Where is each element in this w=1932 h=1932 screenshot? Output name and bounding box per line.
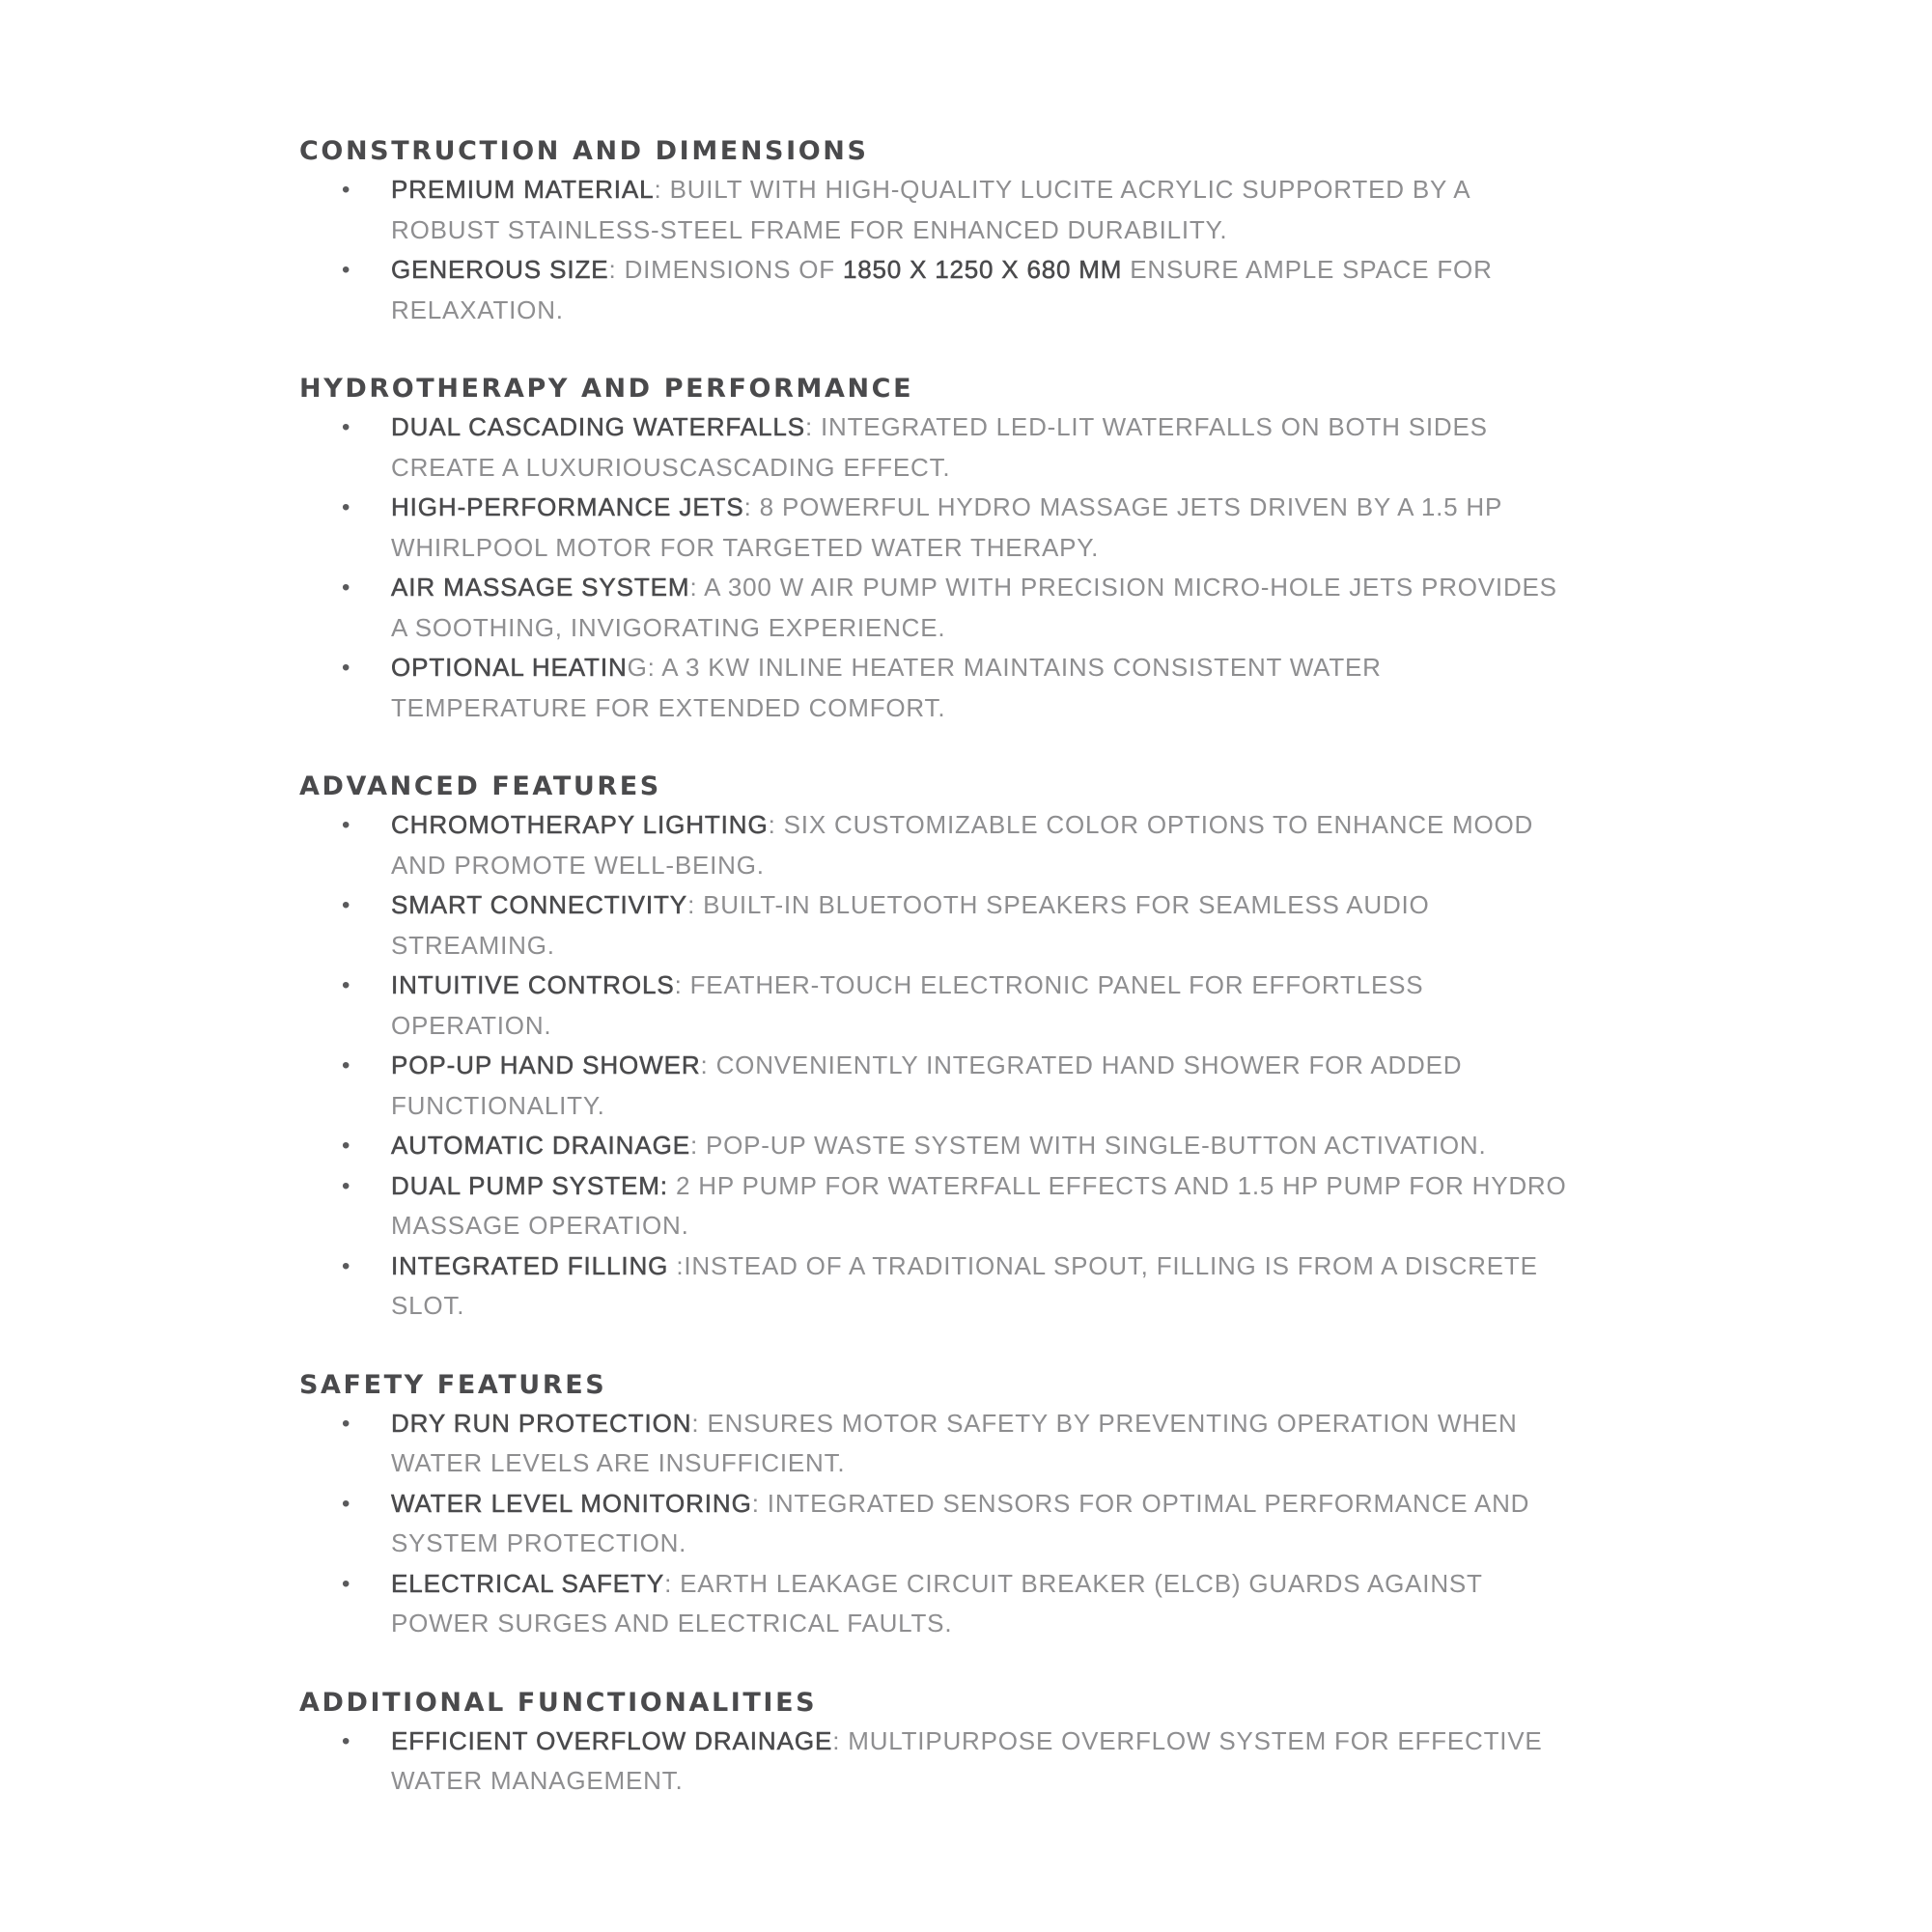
list-item [299, 966, 1574, 1046]
feature-description: EARTH LEAKAGE CIRCUIT BREAKER (ELCB) GUARDS AGAINST POWER SURGES AND ELECTRICAL FAULTS. [391, 1568, 1483, 1638]
feature-separator: : [668, 1250, 685, 1280]
list-item [299, 805, 1574, 885]
list-item [299, 1722, 1574, 1802]
feature-description: 2 HP PUMP FOR WATERFALL EFFECTS AND 1.5 HP PUMP FOR HYDRO MASSAGE OPERATION. [391, 1170, 1567, 1240]
feature-separator: G: [627, 653, 662, 682]
feature-description: ENSURE AMPLE SPACE FOR RELAXATION. [391, 255, 1493, 324]
dimensions-value: 1850 X 1250 X 680 MM [843, 255, 1123, 284]
bullet-icon: • [342, 1570, 351, 1597]
feature-separator: : [687, 890, 704, 919]
feature-separator: : [768, 810, 784, 839]
list-item [299, 1126, 1574, 1166]
feature-description: 8 POWERFUL HYDRO MASSAGE JETS DRIVEN BY A 1.5 HP WHIRLPOOL MOTOR FOR TARGETED WATER THERAPY. [391, 492, 1502, 562]
feature-list [299, 170, 1574, 330]
feature-label: PREMIUM MATERIAL [391, 175, 655, 204]
feature-label: POP-UP HAND SHOWER [391, 1050, 701, 1079]
section-title: CONSTRUCTION AND DIMENSIONS [299, 136, 869, 166]
list-item [299, 1564, 1574, 1644]
section-additional-functionalities [299, 1685, 1574, 1802]
feature-label: SMART CONNECTIVITY [391, 890, 688, 919]
feature-description: ENSURES MOTOR SAFETY BY PREVENTING OPERATION WHEN WATER LEVELS ARE INSUFFICIENT. [391, 1408, 1518, 1477]
feature-description: CONVENIENTLY INTEGRATED HAND SHOWER FOR ADDED FUNCTIONALITY. [391, 1050, 1463, 1120]
feature-label: HIGH-PERFORMANCE JETS [391, 492, 744, 521]
feature-label: WATER LEVEL MONITORING [391, 1488, 752, 1518]
feature-separator: : [751, 1488, 768, 1518]
feature-description: FEATHER-TOUCH ELECTRONIC PANEL FOR EFFORTLESS OPERATION. [391, 970, 1424, 1040]
bullet-icon: • [342, 177, 351, 203]
list-item [299, 568, 1574, 648]
feature-description: INSTEAD OF A TRADITIONAL SPOUT, FILLING IS FROM A DISCRETE SLOT. [391, 1250, 1538, 1320]
feature-label: CHROMOTHERAPY LIGHTING [391, 810, 769, 839]
bullet-icon: • [342, 1410, 351, 1437]
feature-label: DUAL PUMP SYSTEM: [391, 1170, 668, 1200]
bullet-icon: • [342, 1727, 351, 1754]
section-title: ADVANCED FEATURES [299, 771, 661, 801]
feature-description: POP-UP WASTE SYSTEM WITH SINGLE-BUTTON ACTIVATION. [706, 1131, 1487, 1160]
section-advanced-features [299, 769, 1574, 1327]
feature-label: GENEROUS SIZE [391, 255, 609, 284]
list-item [299, 250, 1574, 330]
list-item [299, 1166, 1574, 1246]
feature-separator: : [804, 412, 822, 441]
feature-separator: : [689, 573, 705, 602]
section-hydrotherapy-and-performance [299, 371, 1574, 728]
feature-label: AIR MASSAGE SYSTEM [391, 573, 690, 602]
feature-label: INTEGRATED FILLING [391, 1250, 669, 1280]
list-item [299, 1484, 1574, 1564]
spec-document [299, 133, 1574, 1842]
feature-separator: : [832, 1725, 849, 1755]
bullet-icon: • [342, 812, 351, 838]
feature-list [299, 1404, 1574, 1644]
feature-description: INTEGRATED SENSORS FOR OPTIMAL PERFORMANCE AND SYSTEM PROTECTION. [391, 1488, 1530, 1557]
feature-separator: : [664, 1568, 681, 1598]
feature-separator: : [700, 1050, 716, 1079]
feature-description: BUILT-IN BLUETOOTH SPEAKERS FOR SEAMLESS AUDIO STREAMING. [391, 890, 1430, 960]
feature-separator: : [654, 175, 670, 204]
bullet-icon: • [342, 1133, 351, 1159]
feature-separator: : [743, 492, 760, 521]
feature-label: ELECTRICAL SAFETY [391, 1568, 665, 1598]
list-item [299, 407, 1574, 488]
feature-separator [668, 1171, 676, 1200]
feature-description: MULTIPURPOSE OVERFLOW SYSTEM FOR EFFECTIVE WATER MANAGEMENT. [391, 1725, 1543, 1795]
section-safety-features [299, 1367, 1574, 1644]
bullet-icon: • [342, 655, 351, 681]
feature-description-prefix: DIMENSIONS OF [624, 255, 844, 284]
section-title: SAFETY FEATURES [299, 1369, 607, 1400]
feature-separator: : [608, 255, 625, 284]
list-item [299, 170, 1574, 250]
feature-list [299, 805, 1574, 1327]
list-item [299, 1046, 1574, 1126]
bullet-icon: • [342, 972, 351, 998]
feature-description: A 3 KW INLINE HEATER MAINTAINS CONSISTENT WATER TEMPERATURE FOR EXTENDED COMFORT. [391, 653, 1382, 722]
feature-separator: : [674, 970, 690, 999]
feature-list [299, 1722, 1574, 1802]
section-construction-and-dimensions [299, 133, 1574, 330]
feature-label: EFFICIENT OVERFLOW DRAINAGE [391, 1725, 833, 1755]
list-item [299, 488, 1574, 568]
section-title: ADDITIONAL FUNCTIONALITIES [299, 1687, 818, 1718]
list-item [299, 1404, 1574, 1484]
feature-label: OPTIONAL HEATIN [391, 653, 628, 682]
feature-description: INTEGRATED LED-LIT WATERFALLS ON BOTH SIDES CREATE A LUXURIOUSCASCADING EFFECT. [391, 412, 1488, 482]
bullet-icon: • [342, 1172, 351, 1199]
list-item [299, 885, 1574, 966]
feature-label: INTUITIVE CONTROLS [391, 970, 675, 999]
feature-label: DRY RUN PROTECTION [391, 1408, 692, 1438]
bullet-icon: • [342, 892, 351, 918]
feature-separator: : [691, 1408, 708, 1438]
section-title: HYDROTHERAPY AND PERFORMANCE [299, 374, 914, 404]
feature-separator: : [689, 1131, 706, 1160]
bullet-icon: • [342, 1490, 351, 1517]
feature-description: BUILT WITH HIGH-QUALITY LUCITE ACRYLIC SUPPORTED BY A ROBUST STAINLESS-STEEL FRAME FOR ENHANCED DURABILITY. [391, 175, 1470, 244]
bullet-icon: • [342, 574, 351, 601]
bullet-icon: • [342, 494, 351, 520]
bullet-icon: • [342, 1252, 351, 1279]
list-item [299, 1246, 1574, 1327]
feature-description: A 300 W AIR PUMP WITH PRECISION MICRO-HOLE JETS PROVIDES A SOOTHING, INVIGORATING EXPERIENCE. [391, 573, 1557, 642]
feature-label: AUTOMATIC DRAINAGE [391, 1131, 690, 1160]
feature-description: SIX CUSTOMIZABLE COLOR OPTIONS TO ENHANCE MOOD AND PROMOTE WELL-BEING. [391, 810, 1534, 880]
bullet-icon: • [342, 1052, 351, 1078]
feature-list [299, 407, 1574, 728]
list-item [299, 648, 1574, 728]
bullet-icon: • [342, 257, 351, 283]
feature-label: DUAL CASCADING WATERFALLS [391, 412, 805, 441]
bullet-icon: • [342, 414, 351, 440]
